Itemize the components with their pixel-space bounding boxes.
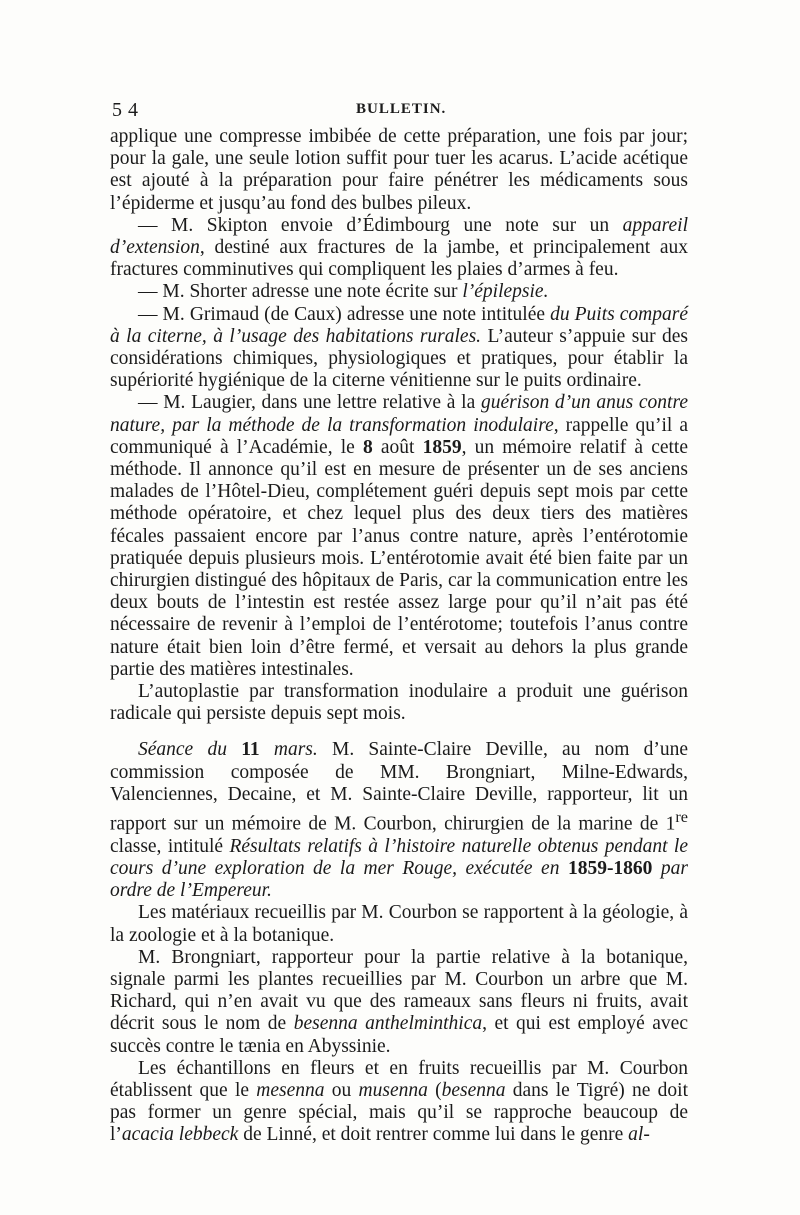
text-run: l’épilepsie. — [462, 281, 549, 303]
page-header — [110, 99, 688, 125]
text-run: besenna anthelminthica — [293, 1013, 483, 1035]
text-run: — M. Grimaud (de Caux) adresse une note intitulée — [138, 303, 551, 325]
text-run: re — [675, 808, 688, 827]
text-run: du Puits comparé à la citerne, à l’usage des habitations rurales. — [110, 303, 688, 347]
text-run: besenna — [441, 1080, 506, 1102]
text-run: acacia lebbeck — [121, 1124, 239, 1146]
text-run: applique une compresse imbibée de cette préparation, une fois par jour; pour la gale, une seule lotion suffit pour tuer les acarus. L’acide acétique est ajouté à la préparation pour faire pénétrer les médicaments sous l’épiderme et jusqu’au fond des bulbes pileux. — [110, 126, 688, 214]
paragraph-p6 — [110, 681, 688, 725]
running-title: BULLETIN. — [356, 101, 447, 117]
text-run: , rappelle qu’il a communiqué à l’Académie, le — [110, 414, 689, 458]
paragraph-p2 — [110, 215, 688, 282]
text-run: guérison d’un anus contre nature, par la méthode de la transformation inodulaire — [110, 392, 688, 436]
text-run: , destiné aux fractures de la jambe, et principalement aux fractures comminutives qui compliquent les plaies d’armes à feu. — [110, 237, 688, 281]
paragraph-p4 — [110, 304, 688, 393]
text-run: L’autoplastie par transformation inodulaire a produit une guérison radicale qui persiste depuis sept mois. — [110, 681, 688, 725]
paragraph-p1 — [110, 126, 688, 215]
text-run: — M. Laugier, dans une lettre relative à la — [138, 392, 481, 414]
text-run: , et qui est employé avec succès contre le tænia en Abyssinie. — [110, 1013, 688, 1057]
paragraph-p9 — [110, 947, 688, 1058]
paragraph-p5 — [110, 392, 688, 681]
page-number: 54 — [112, 99, 144, 121]
text-run: 8 — [362, 436, 373, 458]
text-run: al- — [628, 1124, 650, 1146]
paragraph-p10 — [110, 1058, 688, 1147]
text-run: ou — [324, 1080, 359, 1102]
paragraph-p7 — [110, 739, 688, 902]
text-run: par ordre de l’Empereur. — [110, 858, 688, 902]
text-run: M. Sainte-Claire Deville, au nom d’une commission composée de MM. Brongniart, Milne-Edwards, Valenciennes, Decaine, et M. Sainte-Claire Deville, rapporteur, lit un rapport sur un mémoire de M. Courbon, chirurgien de la marine de 1 — [110, 739, 688, 835]
text-run: 1859-1860 — [567, 858, 653, 879]
text-run: — M. Shorter adresse une note écrite sur — [138, 281, 463, 303]
text-run: mesenna — [256, 1080, 325, 1102]
text-run: L’auteur s’appuie sur des considérations chimiques, physiologiques et pratiques, pour établir la supériorité hygiénique de la citerne vénitienne sur le puits ordinaire. — [110, 325, 688, 392]
text-run: mars. — [259, 739, 318, 761]
text-run: classe, intitulé — [110, 835, 230, 857]
text-run: de Linné, et doit rentrer comme lui dans le genre — [238, 1124, 629, 1146]
paragraph-p3 — [110, 281, 688, 303]
text-run: Les échantillons en fleurs et en fruits recueillis par M. Courbon établissent que le — [110, 1057, 688, 1102]
paragraph-p8 — [110, 902, 688, 946]
text-run: août — [372, 436, 423, 458]
text-run: , un mémoire relatif à cette méthode. Il annonce qu’il est en mesure de présenter un de ses anciens malades de l’Hôtel-Dieu, complétement guéri depuis sept mois par cette méthode opératoire, et chez lequel plus des deux tiers des matières fécales passaient encore par l’anus contre nature, après l’entérotomie pratiquée depuis plusieurs mois. L’entérotomie avait été bien faite par un chirurgien distingué des hôpitaux de Paris, car la communication entre les deux bouts de l’intestin est restée assez large pour qu’il n’ait pas été nécessaire de revenir à l’emploi de l’entérotome; toutefois l’anus contre nature était bien loin d’être fermé, et versait au dehors la plus grande partie des matières intestinales. — [110, 436, 688, 680]
text-run: musenna — [358, 1080, 428, 1102]
text-run: — M. Skipton envoie d’Édimbourg une note sur un — [138, 214, 623, 236]
text-run: dans le Tigré) ne doit pas former un genre spécial, mais qu’il se rapproche beaucoup de l’ — [110, 1080, 688, 1146]
body-text — [110, 126, 688, 1147]
text-run: Séance du — [138, 739, 242, 761]
text-run: Résultats relatifs à l’histoire naturelle obtenus pendant le cours d’une exploration de la mer Rouge, exécutée en — [110, 835, 688, 879]
text-run: ( — [427, 1080, 442, 1102]
text-run: 11 — [241, 739, 260, 761]
text-run: appareil d’extension — [110, 214, 688, 259]
text-run: M. Brongniart, rapporteur pour la partie relative à la botanique, signale parmi les plantes recueillies par M. Courbon un arbre que M. Richard, qui n’en avait vu que des rameaux sans fleurs ni fruits, avait décrit sous le nom de — [110, 946, 688, 1035]
text-run: 1859 — [422, 436, 462, 458]
text-run: Les matériaux recueillis par M. Courbon se rapportent à la géologie, à la zoologie et à la botanique. — [110, 902, 688, 946]
